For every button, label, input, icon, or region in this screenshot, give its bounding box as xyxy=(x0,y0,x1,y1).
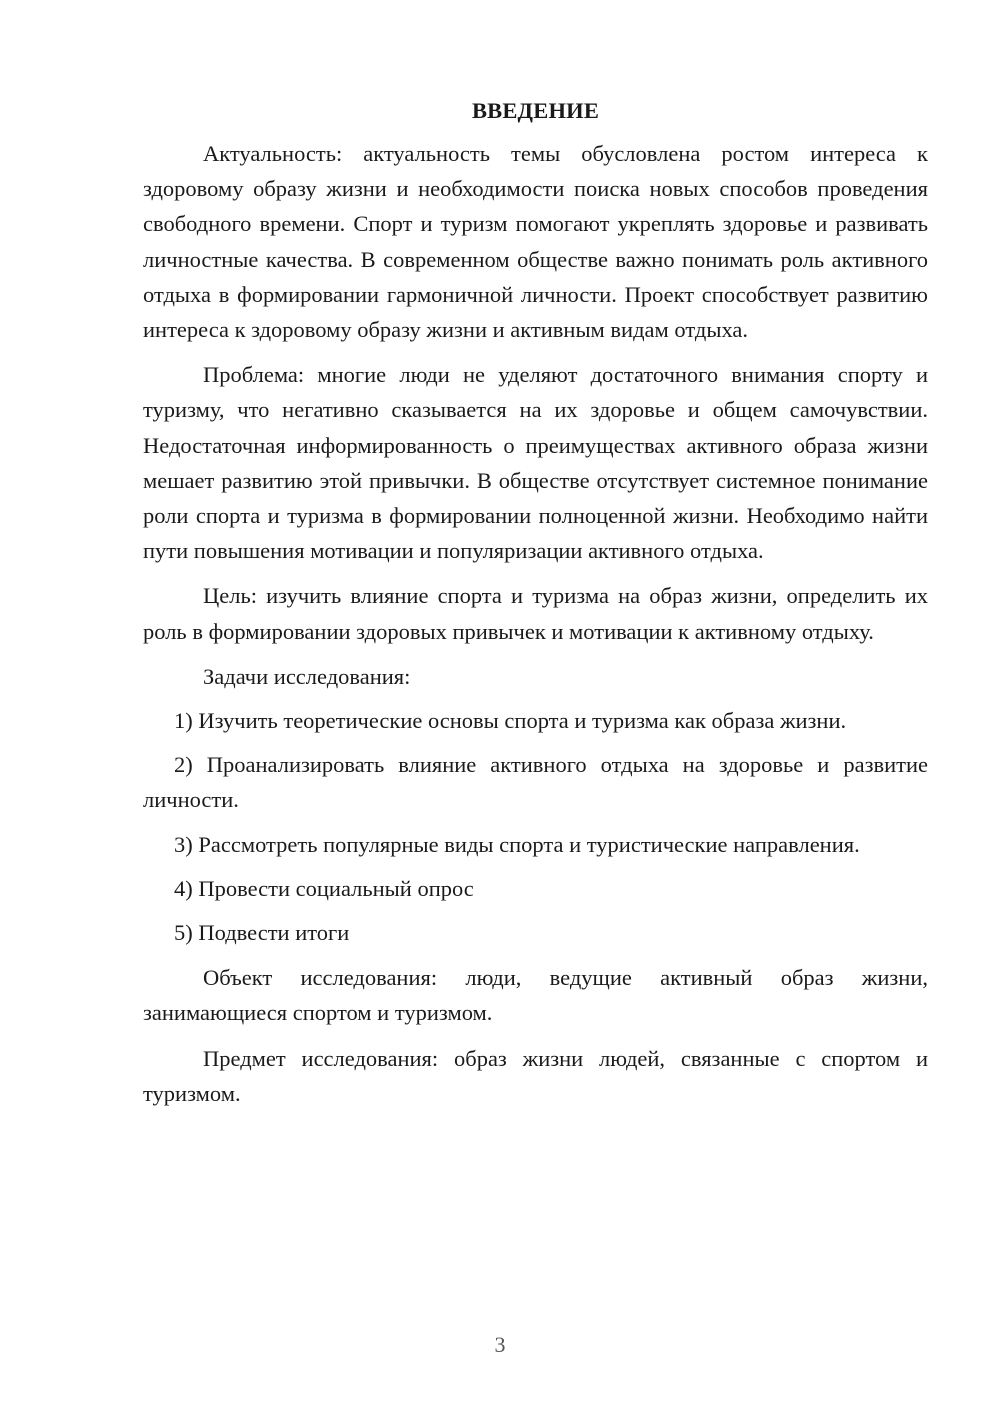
task-item-2: 2) Проанализировать влияние активного отдыха на здоровье и развитие личности. xyxy=(143,752,928,813)
task-item-1: 1) Изучить теоретические основы спорта и туризма как образа жизни. xyxy=(174,708,847,734)
page-number: 3 xyxy=(494,1332,506,1357)
subject-paragraph: Предмет исследования: образ жизни людей, связанные с спортом и туризмом. xyxy=(143,1045,928,1106)
relevance-paragraph: Актуальность: актуальность темы обусловлена ростом интереса к здоровому образу жизни и необходимости поиска новых способов проведения свободного времени. Спорт и туризм помогают укреплять здоровье и развивать личностные качества. В современном обществе важно понимать роль активного отдыха в формировании гармоничной личности. Проект способствует развитию интереса к здоровому образу жизни и активным видам отдыха. xyxy=(143,141,928,343)
task-item-5: 5) Подвести итоги xyxy=(174,920,350,946)
page-content xyxy=(143,96,928,1111)
object-paragraph: Объект исследования: люди, ведущие активный образ жизни, занимающиеся спортом и туризмом. xyxy=(143,965,928,1026)
tasks-heading: Задачи исследования: xyxy=(203,663,411,689)
problem-paragraph: Проблема: многие люди не уделяют достаточного внимания спорту и туризму, что негативно сказывается на их здоровье и общем самочувствии. Недостаточная информированность о преимуществах активного образа жизни мешает развитию этой привычки. В обществе отсутствует системное понимание роли спорта и туризма в формировании полноценной жизни. Необходимо найти пути повышения мотивации и популяризации активного отдыха. xyxy=(143,362,928,564)
task-item-4: 4) Провести социальный опрос xyxy=(174,875,474,901)
section-title: ВВЕДЕНИЕ xyxy=(471,98,600,123)
tasks-list xyxy=(143,703,928,950)
goal-paragraph: Цель: изучить влияние спорта и туризма на образ жизни, определить их роль в формировании здоровых привычек и мотивации к активному отдыху. xyxy=(143,583,928,644)
task-item-3: 3) Рассмотреть популярные виды спорта и туристические направления. xyxy=(174,831,860,857)
